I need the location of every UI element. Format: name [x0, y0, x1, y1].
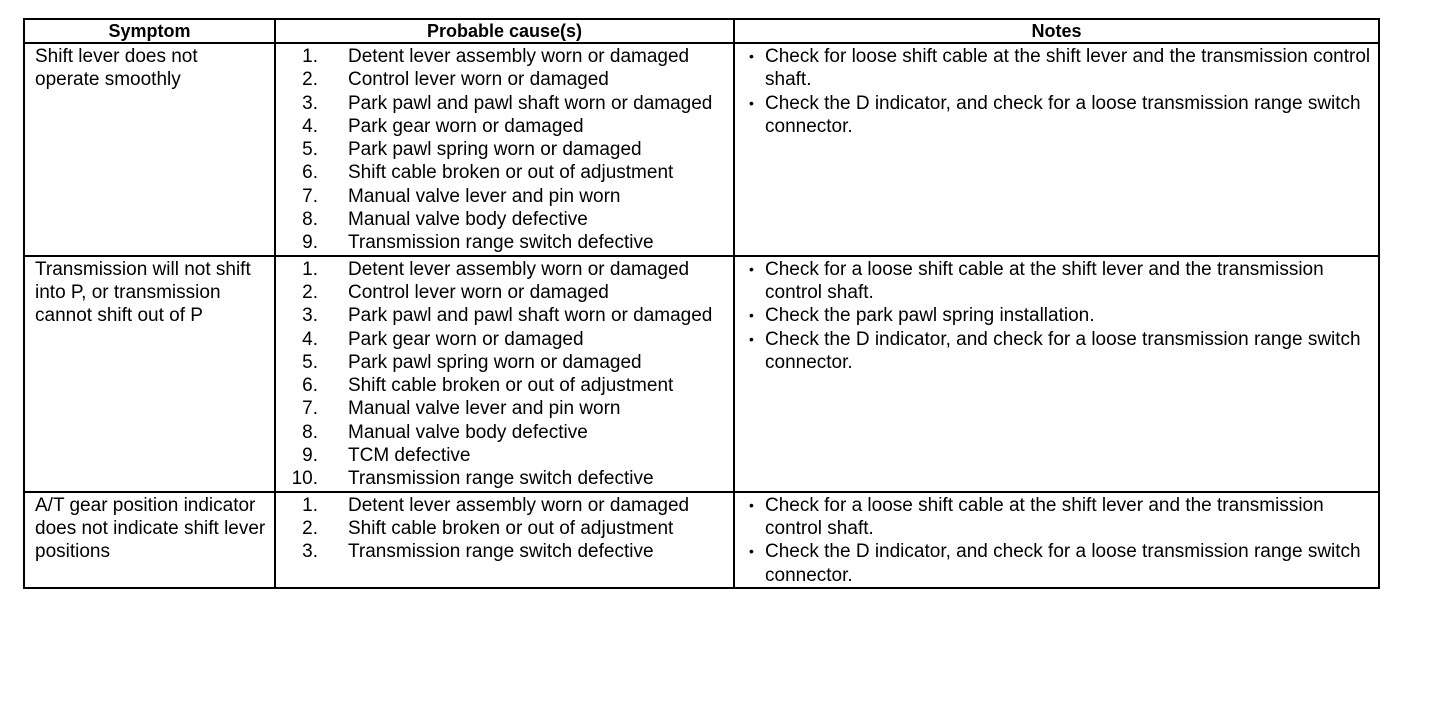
note-text: Check the D indicator, and check for a loose transmission range switch connector.: [765, 328, 1361, 373]
cause-list-item: [276, 281, 729, 304]
cause-number: 1.: [302, 494, 318, 516]
probable-causes-cell: [275, 43, 734, 256]
cause-number: 8.: [302, 421, 318, 443]
cause-list-item: [276, 92, 729, 115]
cause-list-item: [276, 494, 729, 517]
cause-number: 9.: [302, 232, 318, 254]
cause-text: Detent lever assembly worn or damaged: [348, 258, 690, 280]
note-list-item: [749, 328, 1374, 375]
note-list-item: [749, 92, 1374, 139]
note-list-item: [749, 45, 1374, 92]
cause-list-item: [276, 208, 729, 231]
cause-number: 5.: [302, 139, 318, 161]
cause-list-item: [276, 304, 729, 327]
cause-text: Transmission range switch defective: [348, 541, 654, 563]
cause-text: Park gear worn or damaged: [348, 328, 584, 350]
cause-number: 7.: [302, 398, 318, 420]
note-list-item: [749, 304, 1374, 327]
header-symptom: Symptom: [24, 19, 275, 43]
cause-number: 3.: [302, 305, 318, 327]
cause-list-item: [276, 540, 729, 563]
cause-text: Manual valve body defective: [348, 209, 588, 231]
cause-number: 4.: [302, 115, 318, 137]
header-notes: Notes: [734, 19, 1379, 43]
table-body: [24, 43, 1379, 588]
note-list-item: [749, 494, 1374, 541]
cause-list-item: [276, 231, 729, 254]
note-text: Check for a loose shift cable at the shift lever and the transmission control shaft.: [765, 258, 1324, 303]
cause-text: Park pawl spring worn or damaged: [348, 139, 642, 161]
cause-text: Park gear worn or damaged: [348, 115, 584, 137]
cause-text: Shift cable broken or out of adjustment: [348, 517, 674, 539]
cause-text: Manual valve body defective: [348, 421, 588, 443]
note-text: Check the D indicator, and check for a loose transmission range switch connector.: [765, 541, 1361, 586]
table-row: [24, 43, 1379, 256]
probable-causes-cell: [275, 492, 734, 588]
notes-cell: [734, 43, 1379, 256]
cause-number: 7.: [302, 185, 318, 207]
cause-number: 1.: [302, 258, 318, 280]
cause-list-item: [276, 374, 729, 397]
cause-text: Manual valve lever and pin worn: [348, 398, 621, 420]
cause-list-item: [276, 467, 729, 490]
cause-text: Control lever worn or damaged: [348, 69, 609, 91]
table-row: [24, 492, 1379, 588]
bullet-icon: •: [749, 543, 754, 560]
cause-list-item: [276, 161, 729, 184]
cause-number: 6.: [302, 375, 318, 397]
cause-number: 5.: [302, 351, 318, 373]
cause-text: Transmission range switch defective: [348, 232, 654, 254]
cause-number: 2.: [302, 281, 318, 303]
cause-list-item: [276, 517, 729, 540]
symptom-cell: Shift lever does not operate smoothly: [24, 43, 275, 256]
cause-number: 10.: [291, 468, 318, 490]
cause-number: 1.: [302, 46, 318, 67]
symptom-cell: Transmission will not shift into P, or transmission cannot shift out of P: [24, 256, 275, 492]
cause-number: 6.: [302, 162, 318, 184]
note-text: Check for a loose shift cable at the shift lever and the transmission control shaft.: [765, 494, 1324, 539]
cause-list-item: [276, 138, 729, 161]
cause-text: Detent lever assembly worn or damaged: [348, 494, 690, 516]
header-row: [24, 19, 1379, 43]
notes-cell: [734, 492, 1379, 588]
cause-list-item: [276, 421, 729, 444]
troubleshooting-table: [23, 18, 1380, 589]
bullet-icon: •: [749, 48, 754, 64]
cause-text: Control lever worn or damaged: [348, 281, 609, 303]
cause-list-item: [276, 68, 729, 91]
cause-number: 3.: [302, 541, 318, 563]
bullet-icon: •: [749, 330, 754, 347]
symptom-cell: A/T gear position indicator does not indicate shift lever positions: [24, 492, 275, 588]
notes-cell: [734, 256, 1379, 492]
cause-list-item: [276, 351, 729, 374]
note-list-item: [749, 258, 1374, 305]
cause-list-item: [276, 397, 729, 420]
cause-text: Shift cable broken or out of adjustment: [348, 375, 674, 397]
cause-list-item: [276, 45, 729, 68]
cause-text: Park pawl and pawl shaft worn or damaged: [348, 305, 713, 327]
cause-list-item: [276, 115, 729, 138]
cause-list-item: [276, 328, 729, 351]
bullet-icon: •: [749, 94, 754, 111]
header-probable-causes: Probable cause(s): [275, 19, 734, 43]
bullet-icon: •: [749, 496, 754, 513]
cause-text: Park pawl and pawl shaft worn or damaged: [348, 92, 713, 114]
cause-text: Manual valve lever and pin worn: [348, 185, 621, 207]
cause-list-item: [276, 258, 729, 281]
cause-list-item: [276, 444, 729, 467]
bullet-icon: •: [749, 307, 754, 324]
cause-text: TCM defective: [348, 445, 471, 467]
note-text: Check for loose shift cable at the shift lever and the transmission control shaft.: [765, 46, 1371, 91]
cause-number: 2.: [302, 69, 318, 91]
cause-number: 4.: [302, 328, 318, 350]
note-list-item: [749, 540, 1374, 587]
cause-number: 2.: [302, 517, 318, 539]
cause-text: Shift cable broken or out of adjustment: [348, 162, 674, 184]
cause-number: 8.: [302, 209, 318, 231]
note-text: Check the park pawl spring installation.: [765, 305, 1095, 327]
bullet-icon: •: [749, 260, 754, 277]
troubleshooting-table-wrapper: [23, 18, 1378, 589]
cause-text: Detent lever assembly worn or damaged: [348, 46, 690, 67]
cause-number: 3.: [302, 92, 318, 114]
note-text: Check the D indicator, and check for a loose transmission range switch connector.: [765, 92, 1361, 137]
cause-number: 9.: [302, 445, 318, 467]
cause-text: Park pawl spring worn or damaged: [348, 351, 642, 373]
probable-causes-cell: [275, 256, 734, 492]
table-row: [24, 256, 1379, 492]
cause-text: Transmission range switch defective: [348, 468, 654, 490]
cause-list-item: [276, 185, 729, 208]
